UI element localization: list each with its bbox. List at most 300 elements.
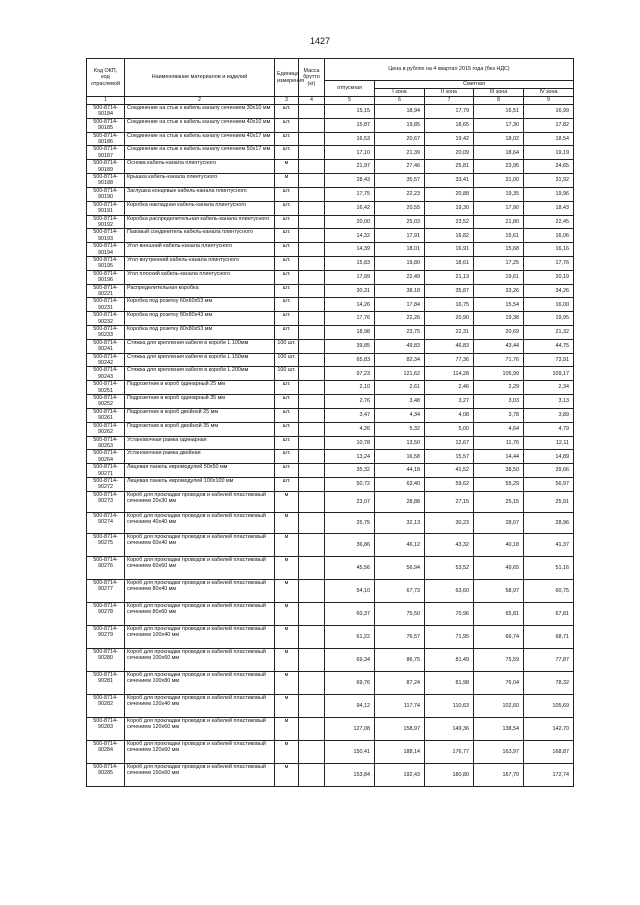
table-row (87, 450, 574, 464)
header-name: Наименование материалов и изделий (125, 59, 275, 97)
row-unit: шт. (275, 408, 299, 422)
row-price: 15,83 (325, 256, 375, 270)
row-price: 17,91 (375, 229, 425, 243)
table-row (87, 648, 574, 671)
row-price: 71,95 (425, 625, 474, 648)
row-price: 127,08 (325, 717, 375, 740)
page-number: 1427 (309, 36, 331, 46)
header-zone-1: I зона (375, 89, 425, 97)
row-price: 40,18 (474, 533, 524, 556)
row-price: 77,36 (425, 353, 474, 367)
row-price: 16,58 (375, 450, 425, 464)
row-price: 41,52 (425, 464, 474, 478)
row-unit: м (275, 717, 299, 740)
row-name: Стяжка для крепления кабеля в коробе L 150мм (125, 353, 275, 367)
row-code: 500-8714-90189 (87, 160, 125, 174)
row-name: Короб для прокладки проводов и кабелей пластиковый сечением 60х60 мм (125, 556, 275, 579)
row-price: 17,76 (524, 256, 574, 270)
row-mass (299, 477, 325, 491)
row-unit: 100 шт. (275, 339, 299, 353)
row-unit: шт. (275, 201, 299, 215)
row-mass (299, 450, 325, 464)
row-code: 500-8714-90271 (87, 464, 125, 478)
row-price: 56,97 (524, 477, 574, 491)
row-price: 3,03 (474, 395, 524, 409)
row-price: 66,74 (474, 625, 524, 648)
row-unit: м (275, 648, 299, 671)
row-code: 500-8714-90188 (87, 174, 125, 188)
row-unit: шт. (275, 118, 299, 132)
row-mass (299, 339, 325, 353)
row-price: 4,26 (325, 422, 375, 436)
row-price: 20,19 (524, 270, 574, 284)
table-row (87, 408, 574, 422)
row-price: 43,32 (425, 533, 474, 556)
header-code: Код ОКП, код отраслевой (87, 59, 125, 97)
row-code: 500-8714-90195 (87, 256, 125, 270)
table-row (87, 625, 574, 648)
row-price: 15,54 (474, 298, 524, 312)
row-code: 500-8714-90262 (87, 422, 125, 436)
row-price: 2,34 (524, 381, 574, 395)
row-mass (299, 105, 325, 119)
row-price: 70,96 (425, 602, 474, 625)
row-price: 17,84 (375, 298, 425, 312)
row-price: 17,25 (474, 256, 524, 270)
header-mass: Масса брутто (кг) (299, 59, 325, 97)
row-mass (299, 533, 325, 556)
row-unit: 100 шт. (275, 353, 299, 367)
row-price: 17,82 (524, 118, 574, 132)
row-unit: м (275, 740, 299, 763)
row-mass (299, 556, 325, 579)
row-code: 500-8714-90282 (87, 694, 125, 717)
row-price: 28,43 (325, 174, 375, 188)
row-mass (299, 579, 325, 602)
row-name: Угол внутренний кабель-канала плинтусного (125, 256, 275, 270)
row-price: 3,47 (325, 408, 375, 422)
table-row (87, 215, 574, 229)
row-name: Подрозетник в короб одинарный 25 мм (125, 381, 275, 395)
row-price: 3,89 (524, 408, 574, 422)
row-price: 17,10 (325, 146, 375, 160)
row-price: 19,19 (524, 146, 574, 160)
row-unit: шт. (275, 450, 299, 464)
row-price: 65,83 (325, 353, 375, 367)
table-row (87, 533, 574, 556)
row-price: 2,29 (474, 381, 524, 395)
row-price: 19,95 (524, 312, 574, 326)
row-price: 25,81 (425, 160, 474, 174)
row-code: 500-8714-90192 (87, 215, 125, 229)
table-row (87, 512, 574, 533)
row-price: 23,95 (474, 160, 524, 174)
row-code: 500-8714-90273 (87, 491, 125, 512)
row-price: 188,14 (375, 740, 425, 763)
row-price: 17,30 (474, 118, 524, 132)
row-price: 35,57 (375, 174, 425, 188)
row-unit: шт. (275, 243, 299, 257)
row-price: 105,69 (524, 694, 574, 717)
row-price: 45,56 (325, 556, 375, 579)
row-price: 50,72 (325, 477, 375, 491)
row-mass (299, 395, 325, 409)
row-price: 54,10 (325, 579, 375, 602)
row-price: 3,78 (474, 408, 524, 422)
row-price: 20,67 (375, 132, 425, 146)
row-code: 500-8714-90279 (87, 625, 125, 648)
row-price: 16,06 (524, 229, 574, 243)
row-price: 22,31 (425, 326, 474, 340)
row-price: 46,12 (375, 533, 425, 556)
column-number: 6 (375, 97, 425, 105)
row-price: 25,91 (524, 491, 574, 512)
row-price: 49,83 (375, 339, 425, 353)
row-price: 18,98 (325, 326, 375, 340)
row-price: 76,57 (375, 625, 425, 648)
row-mass (299, 717, 325, 740)
row-price: 76,04 (474, 671, 524, 694)
column-number: 1 (87, 97, 125, 105)
row-price: 18,43 (524, 201, 574, 215)
row-price: 65,81 (474, 602, 524, 625)
row-mass (299, 408, 325, 422)
row-name: Короб для прокладки проводов и кабелей пластиковый сечением 150х60 мм (125, 763, 275, 786)
row-price: 21,39 (375, 146, 425, 160)
row-mass (299, 625, 325, 648)
table-row (87, 132, 574, 146)
row-price: 3,27 (425, 395, 474, 409)
row-price: 44,75 (524, 339, 574, 353)
row-price: 2,76 (325, 395, 375, 409)
row-price: 27,15 (425, 491, 474, 512)
column-number: 4 (299, 97, 325, 105)
row-unit: м (275, 579, 299, 602)
row-price: 19,42 (425, 132, 474, 146)
row-mass (299, 270, 325, 284)
row-price: 176,77 (425, 740, 474, 763)
row-price: 69,34 (325, 648, 375, 671)
table-row (87, 491, 574, 512)
row-price: 34,26 (524, 284, 574, 298)
table-row (87, 243, 574, 257)
row-price: 61,22 (325, 625, 375, 648)
row-price: 60,75 (524, 579, 574, 602)
row-price: 138,54 (474, 717, 524, 740)
table-body (87, 105, 574, 787)
table-row (87, 464, 574, 478)
row-price: 17,90 (474, 201, 524, 215)
row-price: 27,46 (375, 160, 425, 174)
row-price: 22,23 (375, 187, 425, 201)
table-row (87, 436, 574, 450)
row-mass (299, 326, 325, 340)
row-price: 63,40 (375, 477, 425, 491)
column-number: 5 (325, 97, 375, 105)
row-price: 33,26 (474, 284, 524, 298)
row-price: 14,89 (524, 450, 574, 464)
row-unit: м (275, 763, 299, 786)
row-name: Лицевая панель евромодулей 50х50 мм (125, 464, 275, 478)
row-price: 75,59 (474, 648, 524, 671)
row-price: 15,15 (325, 105, 375, 119)
row-name: Заглушка концевые кабель-канала плинтусного (125, 187, 275, 201)
row-price: 17,76 (325, 312, 375, 326)
row-unit: шт. (275, 187, 299, 201)
row-name: Пазовый соединитель кабель-канала плинтусного (125, 229, 275, 243)
row-code: 500-8714-90275 (87, 533, 125, 556)
table-row (87, 556, 574, 579)
table-row (87, 671, 574, 694)
header-unit: Единица измерения (275, 59, 299, 97)
row-code: 500-8714-90221 (87, 284, 125, 298)
row-unit: м (275, 174, 299, 188)
row-mass (299, 118, 325, 132)
row-code: 500-8714-90233 (87, 326, 125, 340)
column-number: 9 (524, 97, 574, 105)
row-price: 25,03 (375, 215, 425, 229)
row-price: 21,13 (425, 270, 474, 284)
row-price: 17,79 (425, 105, 474, 119)
row-name: Крышка кабель-канала плинтусного (125, 174, 275, 188)
row-mass (299, 602, 325, 625)
row-code: 500-8714-90241 (87, 339, 125, 353)
row-unit: м (275, 694, 299, 717)
row-price: 102,60 (474, 694, 524, 717)
column-number: 3 (275, 97, 299, 105)
row-price: 19,35 (474, 187, 524, 201)
table-row (87, 381, 574, 395)
row-price: 46,83 (425, 339, 474, 353)
row-mass (299, 464, 325, 478)
row-price: 18,65 (425, 118, 474, 132)
table-row (87, 579, 574, 602)
row-price: 82,34 (375, 353, 425, 367)
row-price: 21,80 (474, 215, 524, 229)
row-code: 500-8714-90185 (87, 118, 125, 132)
row-code: 500-8714-90284 (87, 740, 125, 763)
row-name: Короб для прокладки проводов и кабелей пластиковый сечением 60х40 мм (125, 533, 275, 556)
price-table (86, 58, 574, 787)
table-header (87, 59, 574, 105)
row-price: 97,23 (325, 367, 375, 381)
row-unit: шт. (275, 105, 299, 119)
header-zone-3: III зона (474, 89, 524, 97)
row-mass (299, 367, 325, 381)
row-mass (299, 763, 325, 786)
table-row (87, 187, 574, 201)
row-name: Подрозетник в короб одинарный 35 мм (125, 395, 275, 409)
row-price: 20,69 (474, 326, 524, 340)
table-row (87, 256, 574, 270)
row-price: 25,15 (474, 491, 524, 512)
row-price: 3,48 (375, 395, 425, 409)
row-mass (299, 146, 325, 160)
column-number: 7 (425, 97, 474, 105)
column-number: 8 (474, 97, 524, 105)
row-name: Короб для прокладки проводов и кабелей пластиковый сечением 120х40 мм (125, 694, 275, 717)
row-name: Подрозетник в короб двойной 35 мм (125, 422, 275, 436)
row-name: Стяжка для крепления кабеля в коробе L 100мм (125, 339, 275, 353)
row-unit: шт. (275, 146, 299, 160)
row-price: 20,55 (375, 201, 425, 215)
row-code: 500-8714-90281 (87, 671, 125, 694)
row-price: 15,61 (474, 229, 524, 243)
header-zone-2: II зона (425, 89, 474, 97)
row-code: 500-8714-90261 (87, 408, 125, 422)
row-unit: м (275, 556, 299, 579)
row-price: 110,63 (425, 694, 474, 717)
row-unit: шт. (275, 436, 299, 450)
row-code: 500-8714-90186 (87, 132, 125, 146)
row-code: 500-8714-90187 (87, 146, 125, 160)
row-code: 500-8714-90232 (87, 312, 125, 326)
row-price: 15,68 (474, 243, 524, 257)
row-unit: м (275, 625, 299, 648)
row-price: 49,65 (474, 556, 524, 579)
row-mass (299, 229, 325, 243)
row-price: 53,52 (425, 556, 474, 579)
row-price: 153,84 (325, 763, 375, 786)
row-price: 2,10 (325, 381, 375, 395)
header-price-title: Цена в рублях на 4 квартал 2015 года (без НДС) (325, 59, 574, 81)
row-price: 14,39 (325, 243, 375, 257)
row-price: 16,16 (524, 243, 574, 257)
table-row (87, 298, 574, 312)
row-mass (299, 694, 325, 717)
row-price: 117,74 (375, 694, 425, 717)
row-code: 500-8714-90242 (87, 353, 125, 367)
row-mass (299, 256, 325, 270)
row-price: 15,87 (325, 118, 375, 132)
row-price: 75,50 (375, 602, 425, 625)
row-price: 67,81 (524, 602, 574, 625)
row-code: 500-8714-90283 (87, 717, 125, 740)
row-price: 17,75 (325, 187, 375, 201)
row-price: 5,00 (425, 422, 474, 436)
row-price: 55,29 (474, 477, 524, 491)
row-name: Короб для прокладки проводов и кабелей пластиковый сечением 20х30 мм (125, 491, 275, 512)
row-mass (299, 132, 325, 146)
row-price: 24,65 (524, 160, 574, 174)
row-price: 22,26 (375, 312, 425, 326)
row-price: 2,61 (375, 381, 425, 395)
row-price: 25,75 (325, 512, 375, 533)
row-price: 28,96 (524, 512, 574, 533)
table-row (87, 174, 574, 188)
table-row (87, 160, 574, 174)
row-name: Соединение на стык к кабель каналу сечением 40х17 мм (125, 132, 275, 146)
row-mass (299, 174, 325, 188)
row-name: Коробка накладная кабель-канала плинтусного (125, 201, 275, 215)
row-price: 51,16 (524, 556, 574, 579)
row-mass (299, 312, 325, 326)
table-row (87, 740, 574, 763)
row-unit: 100 шт. (275, 367, 299, 381)
row-price: 4,79 (524, 422, 574, 436)
row-price: 38,50 (474, 464, 524, 478)
row-price: 30,31 (325, 284, 375, 298)
row-mass (299, 512, 325, 533)
row-price: 78,32 (524, 671, 574, 694)
row-name: Короб для прокладки проводов и кабелей пластиковый сечением 100х40 мм (125, 625, 275, 648)
row-unit: шт. (275, 298, 299, 312)
row-price: 94,12 (325, 694, 375, 717)
row-name: Установочная рамка двойная (125, 450, 275, 464)
row-price: 11,76 (474, 436, 524, 450)
row-price: 150,41 (325, 740, 375, 763)
table-row (87, 763, 574, 786)
row-price: 163,97 (474, 740, 524, 763)
table-row (87, 284, 574, 298)
row-unit: шт. (275, 395, 299, 409)
row-price: 16,00 (524, 298, 574, 312)
row-price: 86,75 (375, 648, 425, 671)
row-code: 500-8714-90277 (87, 579, 125, 602)
row-mass (299, 381, 325, 395)
table-row (87, 146, 574, 160)
row-price: 81,98 (425, 671, 474, 694)
row-name: Угол плоский кабель-канала плинтусного (125, 270, 275, 284)
row-code: 500-8714-90184 (87, 105, 125, 119)
row-price: 19,96 (524, 187, 574, 201)
table-row (87, 270, 574, 284)
row-unit: шт. (275, 312, 299, 326)
table-row (87, 229, 574, 243)
row-price: 30,23 (425, 512, 474, 533)
row-price: 16,53 (325, 132, 375, 146)
row-price: 14,32 (325, 229, 375, 243)
row-price: 59,62 (425, 477, 474, 491)
row-price: 35,32 (325, 464, 375, 478)
row-code: 500-8714-90191 (87, 201, 125, 215)
row-price: 58,97 (474, 579, 524, 602)
row-name: Коробка под розетку 80х80х53 мм (125, 326, 275, 340)
header-zone-4: IV зона (524, 89, 574, 97)
table-row (87, 602, 574, 625)
row-price: 81,49 (425, 648, 474, 671)
table-row (87, 717, 574, 740)
row-price: 18,54 (524, 132, 574, 146)
row-price: 39,66 (524, 464, 574, 478)
row-unit: шт. (275, 477, 299, 491)
row-price: 73,91 (524, 353, 574, 367)
row-price: 149,36 (425, 717, 474, 740)
row-price: 28,88 (375, 491, 425, 512)
row-price: 38,18 (375, 284, 425, 298)
row-unit: м (275, 491, 299, 512)
row-mass (299, 160, 325, 174)
row-price: 23,52 (425, 215, 474, 229)
row-price: 71,76 (474, 353, 524, 367)
row-unit: м (275, 533, 299, 556)
row-price: 121,62 (375, 367, 425, 381)
table-row (87, 105, 574, 119)
row-price: 16,51 (474, 105, 524, 119)
row-name: Угол внешний кабель-канала плинтусного (125, 243, 275, 257)
row-unit: шт. (275, 215, 299, 229)
row-name: Соединение на стык к кабель каналу сечением 50х17 мм (125, 146, 275, 160)
row-name: Короб для прокладки проводов и кабелей пластиковый сечением 80х40 мм (125, 579, 275, 602)
row-name: Короб для прокладки проводов и кабелей пластиковый сечением 100х80 мм (125, 671, 275, 694)
row-unit: шт. (275, 381, 299, 395)
table-row (87, 694, 574, 717)
row-price: 12,11 (524, 436, 574, 450)
row-price: 19,85 (375, 118, 425, 132)
row-price: 63,60 (425, 579, 474, 602)
row-price: 31,92 (524, 174, 574, 188)
row-price: 16,75 (425, 298, 474, 312)
